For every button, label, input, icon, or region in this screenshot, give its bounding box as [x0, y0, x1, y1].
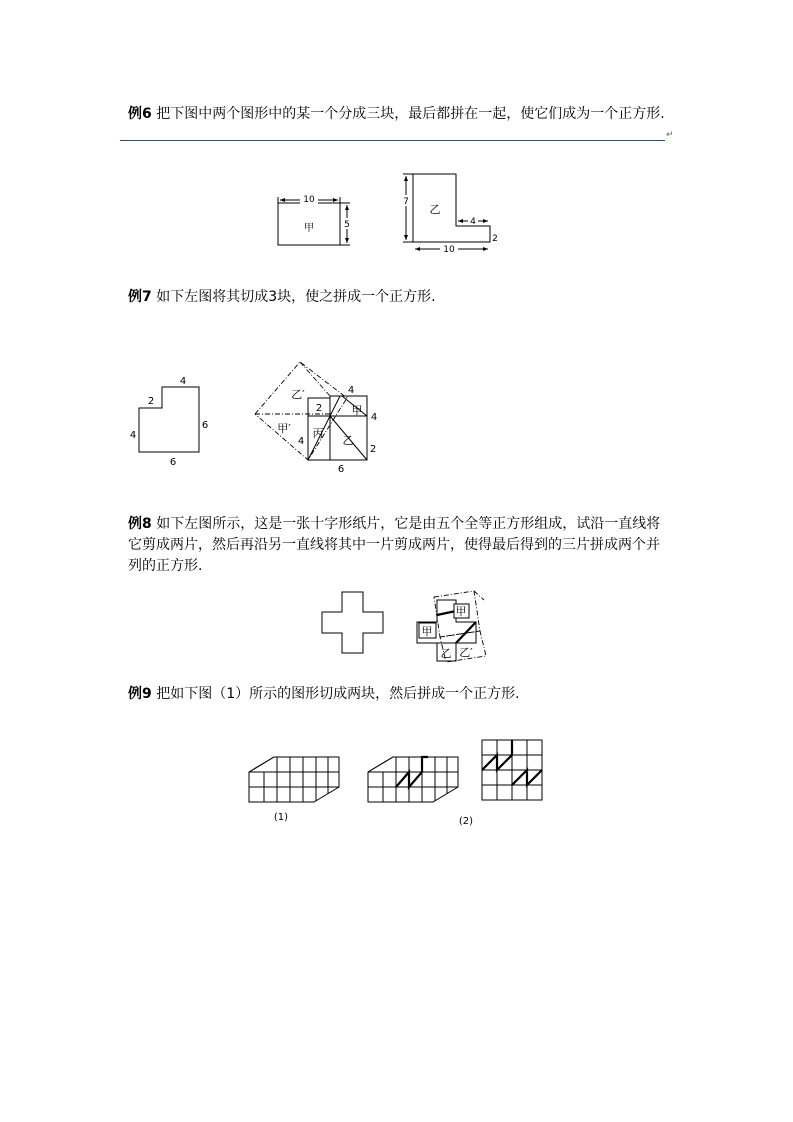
- rect-height-label: 5: [344, 220, 350, 230]
- fig9-label-1: (1): [273, 812, 289, 823]
- fig7-right-lower: 2: [369, 444, 377, 455]
- fig7-yi: 乙: [342, 434, 354, 447]
- l-small-label: 2: [492, 234, 498, 244]
- example-body: 把下图中两个图形中的某一个分成三块，最后都拼在一起，使它们成为一个正方形.: [151, 106, 665, 122]
- fig7-right-bottom: 6: [337, 464, 345, 475]
- fig7-left-bottom: 6: [169, 457, 177, 468]
- fig7-inner-2: 2: [315, 403, 323, 414]
- example-body: 把如下图（1）所示的图形切成两块，然后拼成一个正方形.: [151, 686, 520, 702]
- example-number: 例9: [128, 686, 152, 702]
- fig8-jia-left: 甲: [421, 625, 433, 638]
- fig7-bing: 丙: [312, 427, 324, 440]
- fig7-inner-4: 4: [297, 436, 305, 447]
- fig8-yi-prime: 乙′: [459, 646, 473, 659]
- example-number: 例6: [128, 106, 152, 122]
- fig7-yi-prime: 乙′: [291, 388, 305, 401]
- fig7-right-top: 4: [347, 385, 355, 396]
- rect-jia-label: 甲: [304, 223, 314, 234]
- fig7-right-upper: 4: [370, 412, 378, 423]
- fig7-jia-prime: 甲′: [277, 422, 291, 435]
- fig9-shape-2a: [368, 757, 458, 802]
- fig7-jia: 甲: [351, 404, 363, 417]
- fig8-jia-top: 甲: [455, 605, 467, 618]
- fig8-yi: 乙: [440, 647, 452, 660]
- fig9-shape-2b: [482, 740, 542, 800]
- fig7-left-right: 6: [201, 420, 209, 431]
- fig9-shape-1: [249, 757, 339, 802]
- fig9-label-2: (2): [458, 816, 474, 827]
- l-width-label: 10: [443, 245, 455, 255]
- l-height-label: 7: [403, 197, 409, 207]
- example-body: 如下左图所示，这是一张十字形纸片，它是由五个全等正方形组成，试沿一直线将它剪成两片，然后再沿另一直线将其中一片剪成两片，使得最后得到的三片拼成两个并列的正方形.: [128, 516, 661, 574]
- paragraph-mark: ↵: [666, 130, 674, 140]
- l-shape-yi-label: 乙: [429, 203, 441, 216]
- fig7-left-step: 2: [147, 396, 155, 407]
- example-body: 如下左图将其切成3块，使之拼成一个正方形.: [151, 289, 436, 305]
- l-step-label: 4: [470, 217, 476, 227]
- example-number: 例8: [128, 516, 152, 532]
- fig7-left-top: 4: [179, 376, 187, 387]
- fig7-left-left: 4: [129, 430, 137, 441]
- rect-width-label: 10: [303, 195, 315, 205]
- example-number: 例7: [128, 289, 152, 305]
